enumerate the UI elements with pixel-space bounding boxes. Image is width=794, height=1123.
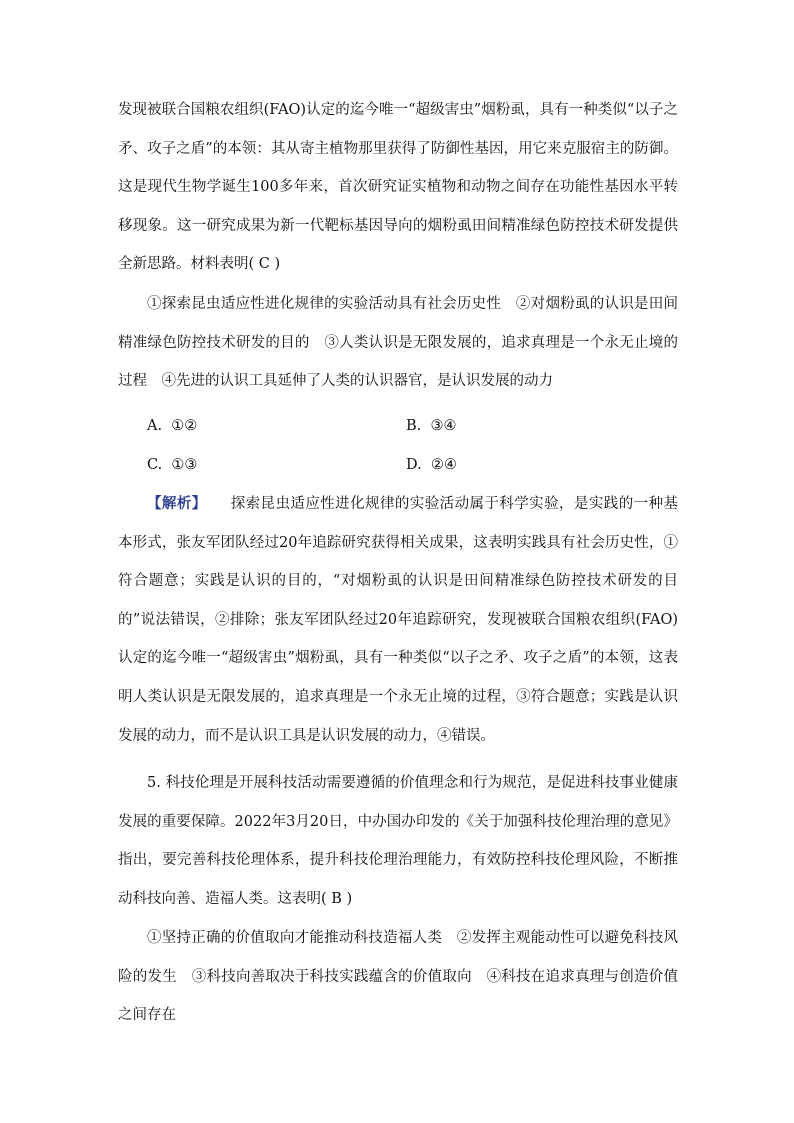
option-a: A. ①② xyxy=(147,418,198,434)
question-5-statements: ①坚持正确的价值取向才能推动科技造福人类 ②发挥主观能动性可以避免科技风险的发生 ③科技向善取决于科技实践蕴含的价值取向 ④科技在追求真理与创造价值之间存在 xyxy=(118,930,678,1024)
question-5-stem: 5. 科技伦理是开展科技活动需要遵循的价值理念和行为规范，是促进科技事业健康发展的重要保障。2022年3月20日，中办国办印发的《关于加强科技伦理治理的意见》指出，要完善科技伦理体系，提升科技伦理治理能力，有效防控科技伦理风险，不断推动科技向善、造福人类。这表明( B ) xyxy=(118,775,678,907)
option-b: B. ③④ xyxy=(406,418,457,434)
option-c: C. ①③ xyxy=(147,457,198,473)
question-4-stem: 发现被联合国粮农组织(FAO)认定的迄今唯一“超级害虫”烟粉虱，具有一种类似“以子之矛、攻子之盾”的本领：其从寄主植物那里获得了防御性基因，用它来克服宿主的防御。这是现代生物学诞生100多年来，首次研究证实植物和动物之间存在功能性基因水平转移现象。这一研究成果为新一代靶标基因导向的烟粉虱田间精准绿色防控技术研发提供全新思路。材料表明( C ) xyxy=(118,102,678,273)
analysis-label: 【解析】 xyxy=(147,495,207,512)
question-4-analysis xyxy=(118,485,678,755)
analysis-text: 探索昆虫适应性进化规律的实验活动属于科学实验，是实践的一种基本形式，张友军团队经过20年追踪研究获得相关成果，这表明实践具有社会历史性，①符合题意；实践是认识的目的，“对烟粉虱的认识是田间精准绿色防控技术研发的目的”说法错误，②排除；张友军团队经过20年追踪研究，发现被联合国粮农组织(FAO)认定的迄今唯一“超级害虫”烟粉虱，具有一种类似“以子之矛、攻子之盾”的本领，这表明人类认识是无限发展的，追求真理是一个永无止境的过程，③符合题意；实践是认识发展的动力，而不是认识工具是认识发展的动力，④错误。 xyxy=(118,496,679,744)
option-d: D. ②④ xyxy=(406,457,457,473)
question-4-statements: ①探索昆虫适应性进化规律的实验活动具有社会历史性 ②对烟粉虱的认识是田间精准绿色防控技术研发的目的 ③人类认识是无限发展的，追求真理是一个永无止境的过程 ④先进的认识工具延伸了人类的认识器官，是认识发展的动力 xyxy=(118,296,678,390)
